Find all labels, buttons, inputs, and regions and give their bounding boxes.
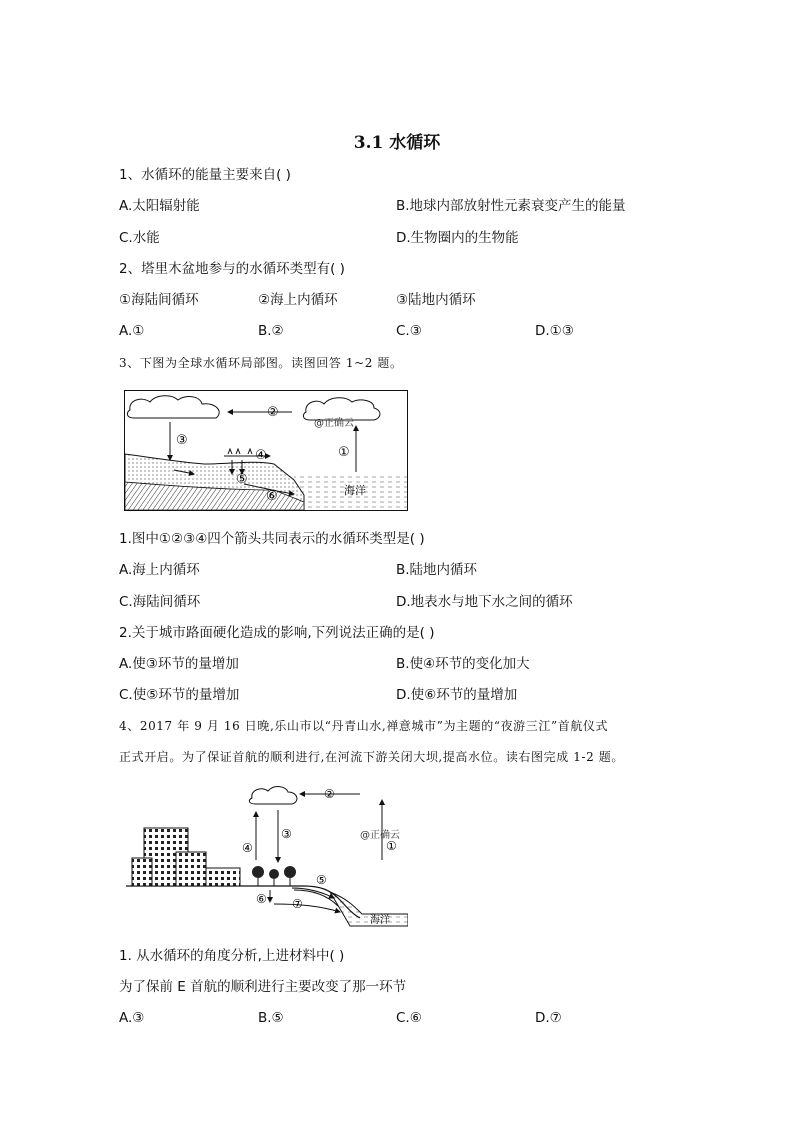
q1-option-c: C.水能: [119, 230, 160, 246]
watermark: @正确云: [314, 418, 354, 429]
label-2: ②: [267, 405, 279, 420]
q4-sub1-option-b: B.⑤: [258, 1010, 284, 1026]
page-title: 3.1 水循环: [353, 133, 441, 153]
q4-sub1-line2: 为了保前 E 首航的顺利进行主要改变了那一环节: [119, 979, 407, 995]
cloud: [249, 787, 297, 804]
ocean-label: 海洋: [370, 915, 390, 926]
label-6: ⑥: [256, 892, 267, 906]
q3-sub2-option-c: C.使⑤环节的量增加: [119, 687, 240, 703]
cloud-right: [303, 398, 380, 420]
trees-icon: [252, 866, 296, 886]
q2-stem: 2、塔里木盆地参与的水循环类型有( ): [119, 261, 345, 277]
q3-sub2-option-a: A.使③环节的量增加: [119, 656, 239, 672]
label-3: ③: [176, 433, 188, 448]
q3-sub2-stem: 2.关于城市路面硬化造成的影响,下列说法正确的是( ): [119, 625, 435, 641]
low-building-left: [132, 858, 152, 886]
q1-option-b: B.地球内部放射性元素衰变产生的能量: [396, 198, 626, 214]
q1-option-d: D.生物圈内的生物能: [396, 230, 519, 246]
q4-intro-line2: 正式开启。为了保证首航的顺利进行,在河流下游关闭大坝,提高水位。读右图完成 1-2 题。: [119, 750, 624, 764]
label-1: ①: [338, 445, 350, 460]
label-1: ①: [386, 839, 397, 853]
q3-sub1-option-c: C.海陆间循环: [119, 594, 201, 610]
ocean-area: [330, 892, 408, 926]
label-7: ⑦: [292, 897, 303, 911]
mid-building: [176, 852, 206, 886]
low-building-right: [206, 868, 240, 886]
arrow-7: [274, 904, 340, 912]
q3-sub1-option-a: A.海上内循环: [119, 562, 200, 578]
q4-sub1-stem: 1. 从水循环的角度分析,上进材料中( ): [119, 948, 345, 964]
label-4: ④: [242, 841, 253, 855]
q3-sub1-option-b: B.陆地内循环: [396, 562, 478, 578]
q2-option-a: A.①: [119, 323, 145, 339]
label-5: ⑤: [236, 472, 248, 487]
water-cycle-figure-1: [124, 390, 408, 511]
water-cycle-figure-2: [124, 780, 408, 928]
label-4: ④: [255, 448, 267, 463]
watermark: @正确云: [360, 830, 400, 841]
q2-option-d: D.①③: [535, 323, 574, 339]
q2-item-2: ②海上内循环: [258, 292, 338, 308]
ground-line: [126, 886, 360, 918]
q4-sub1-option-d: D.⑦: [535, 1010, 562, 1026]
q4-sub1-option-a: A.③: [119, 1010, 145, 1026]
label-2: ②: [324, 787, 335, 801]
q1-option-a: A.太阳辐射能: [119, 198, 200, 214]
q3-sub2-option-b: B.使④环节的变化加大: [396, 656, 530, 672]
q3-sub2-option-d: D.使⑥环节的量增加: [396, 687, 518, 703]
q2-item-1: ①海陆间循环: [119, 292, 199, 308]
q4-sub1-option-c: C.⑥: [396, 1010, 422, 1026]
q2-option-c: C.③: [396, 323, 422, 339]
q3-intro: 3、下图为全球水循环局部图。读图回答 1~2 题。: [119, 356, 403, 370]
q2-option-b: B.②: [258, 323, 284, 339]
label-6: ⑥: [266, 489, 278, 504]
q4-intro-line1: 4、2017 年 9 月 16 日晚,乐山市以“丹青山水,禅意城市”为主题的“夜游三江”首航仪式: [119, 719, 609, 733]
q2-item-3: ③陆地内循环: [396, 292, 476, 308]
label-5: ⑤: [316, 873, 327, 887]
ocean-label: 海洋: [344, 484, 366, 497]
q3-sub1-option-d: D.地表水与地下水之间的循环: [396, 594, 573, 610]
q3-sub1-stem: 1.图中①②③④四个箭头共同表示的水循环类型是( ): [119, 531, 425, 547]
q1-stem: 1、水循环的能量主要来自( ): [119, 167, 291, 183]
label-3: ③: [281, 827, 292, 841]
